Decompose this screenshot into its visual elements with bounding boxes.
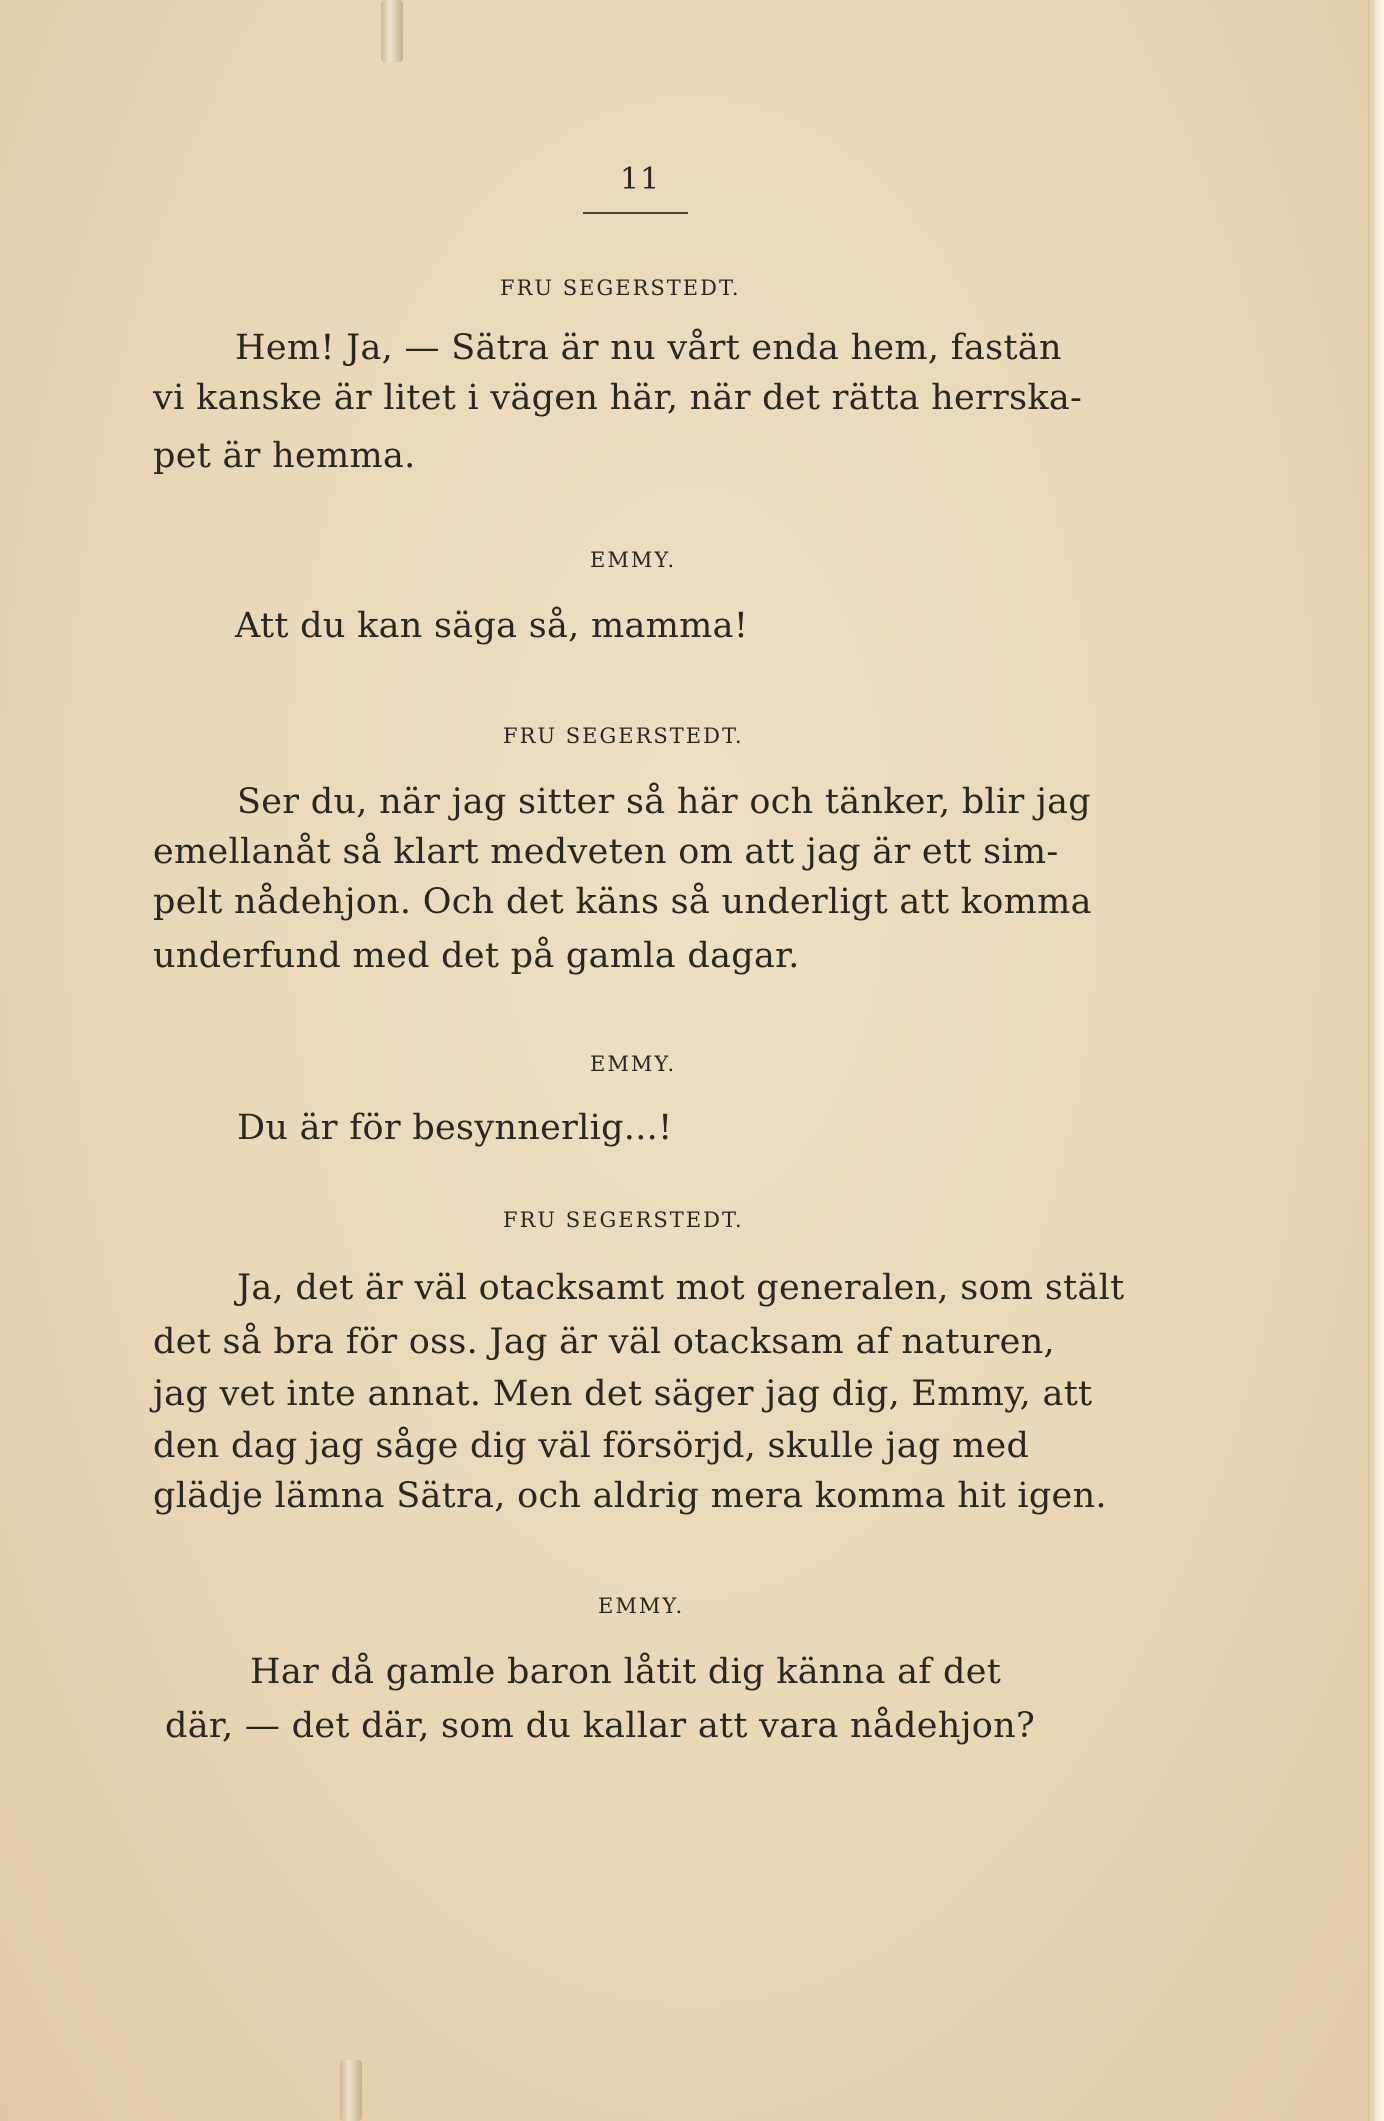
page-number: 11 — [620, 162, 661, 197]
dialogue-line: jag vet inte annat. Men det säger jag dig, Emmy, att — [153, 1374, 1093, 1414]
dialogue-line: där, — det där, som du kallar att vara nådehjon? — [165, 1706, 1036, 1746]
dialogue-line: Ja, det är väl otacksamt mot generalen, som stält — [237, 1268, 1125, 1308]
speaker-name: FRU SEGERSTEDT. — [503, 724, 744, 748]
dialogue-line: Hem! Ja, — Sätra är nu vårt enda hem, fastän — [235, 328, 1062, 368]
page-number-rule — [583, 212, 688, 214]
dialogue-line: Har då gamle baron låtit dig känna af det — [250, 1652, 1002, 1692]
dialogue-line: glädje lämna Sätra, och aldrig mera komma hit igen. — [153, 1476, 1107, 1516]
speaker-name: EMMY. — [590, 1052, 677, 1076]
dialogue-line: pelt nådehjon. Och det käns så underligt att komma — [153, 882, 1092, 922]
dialogue-line: pet är hemma. — [153, 436, 416, 476]
dialogue-line: det så bra för oss. Jag är väl otacksam af naturen, — [153, 1322, 1055, 1362]
page-edge — [1368, 0, 1384, 2121]
dialogue-line: Ser du, när jag sitter så här och tänker, blir jag — [237, 782, 1091, 822]
speaker-name: EMMY. — [590, 548, 677, 572]
speaker-name: FRU SEGERSTEDT. — [500, 276, 741, 300]
binding-thread-top — [381, 0, 403, 62]
dialogue-line: emellanåt så klart medveten om att jag är ett sim- — [153, 832, 1059, 872]
speaker-name: EMMY. — [598, 1594, 685, 1618]
binding-thread-bottom — [340, 2060, 362, 2121]
speaker-name: FRU SEGERSTEDT. — [503, 1208, 744, 1232]
dialogue-line: Du är för besynnerlig...! — [237, 1108, 673, 1148]
dialogue-line: vi kanske är litet i vägen här, när det rätta herrska- — [153, 378, 1083, 418]
dialogue-line: underfund med det på gamla dagar. — [153, 936, 800, 976]
dialogue-line: Att du kan säga så, mamma! — [235, 606, 749, 646]
dialogue-line: den dag jag såge dig väl försörjd, skulle jag med — [153, 1426, 1030, 1466]
